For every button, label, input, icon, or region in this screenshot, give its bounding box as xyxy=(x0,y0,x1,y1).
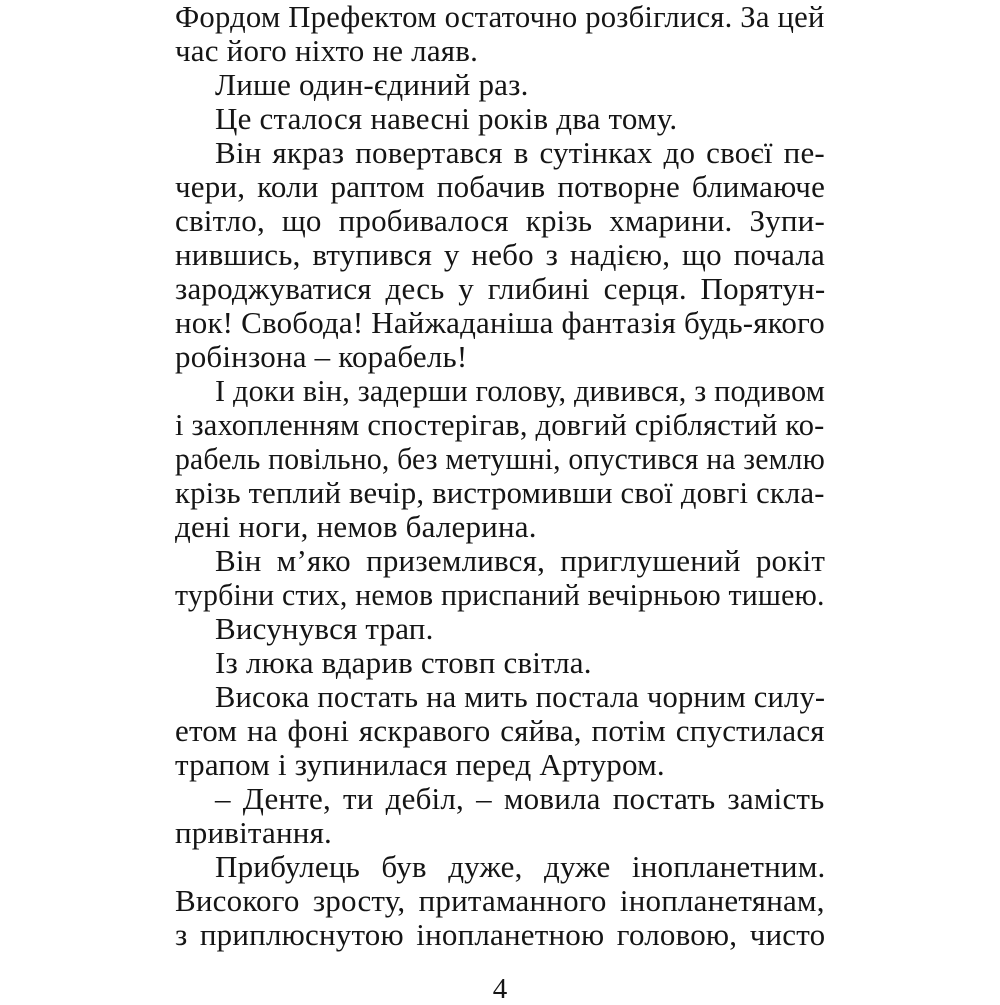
text-line: Висунувся трап. xyxy=(215,611,434,646)
text-line: рабель повільно, без метушні, опустився на землю xyxy=(175,441,826,476)
page-number: 4 xyxy=(492,973,508,1005)
text-line: – Денте, ти дебіл, – мовила постать замість xyxy=(215,781,825,816)
text-line: трапом і зупинилася перед Артуром. xyxy=(175,747,665,782)
text-line: привітання. xyxy=(175,815,333,850)
text-line: дені ноги, немов балерина. xyxy=(175,509,537,544)
text-line: Фордом Префектом остаточно розбіглися. За цей xyxy=(175,0,825,34)
text-line: Прибулець був дуже, дуже інопланетним. xyxy=(215,849,826,884)
text-line: І доки він, задерши голову, дивився, з подивом xyxy=(215,373,826,408)
text-line: і захопленням спостерігав, довгий сріблястий ко- xyxy=(175,407,825,442)
text-line: Він якраз повертався в сутінках до своєї пе- xyxy=(215,135,825,170)
text-line: час його ніхто не лаяв. xyxy=(175,33,479,68)
text-line: нившись, втупився у небо з надією, що почала xyxy=(175,237,825,272)
text-line: зароджуватися десь у глибині серця. Порятун- xyxy=(175,271,826,306)
text-line: з приплюснутою інопланетною головою, чисто xyxy=(175,917,826,952)
text-line: нок! Свобода! Найжаданіша фантазія будь-якого xyxy=(175,305,825,340)
text-line: турбіни стих, немов приспаний вечірньою тишею. xyxy=(175,577,825,612)
text-line: Із люка вдарив стовп світла. xyxy=(215,645,592,680)
text-line: Лише один-єдиний раз. xyxy=(215,67,529,102)
text-line: крізь теплий вечір, вистромивши свої довгі скла- xyxy=(175,475,825,510)
text-line: світло, що пробивалося крізь хмарини. Зупи- xyxy=(175,203,825,238)
text-line: Це сталося навесні років два тому. xyxy=(215,101,678,136)
text-line: робінзона – корабель! xyxy=(175,339,468,374)
text-line: етом на фоні яскравого сяйва, потім спустилася xyxy=(175,713,825,748)
text-line: Висока постать на мить постала чорним силу- xyxy=(215,679,826,714)
text-line: Високого зросту, притаманного інопланетянам, xyxy=(175,883,825,918)
text-line: Він м’яко приземлився, приглушений рокіт xyxy=(215,543,826,578)
text-line: чери, коли раптом побачив потворне блимаюче xyxy=(175,169,826,204)
